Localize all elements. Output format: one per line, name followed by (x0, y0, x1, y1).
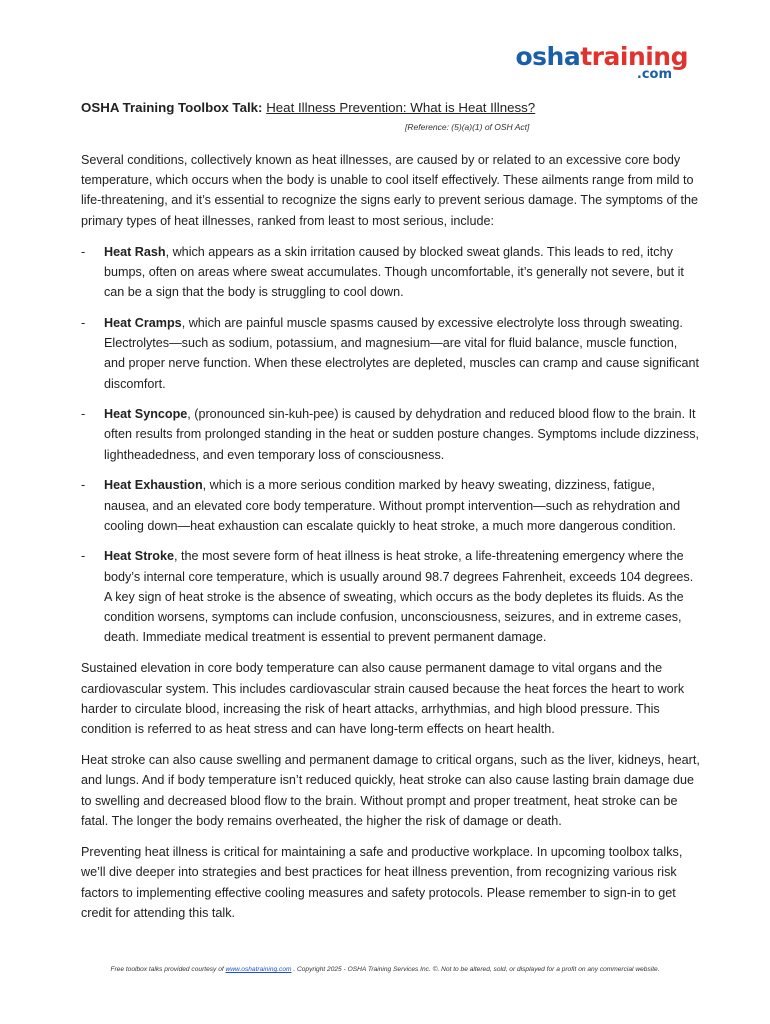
list-item-heat-stroke (81, 546, 701, 647)
list-item-heat-rash (81, 242, 701, 303)
description-heat-stroke: , the most severe form of heat illness is heat stroke, a life-threatening emergency where the body’s internal core temperature, which is usually around 98.7 degrees Fahrenheit, exceeds 104 degrees. A key sign of heat stroke is the absence of sweating, which occurs as the body depletes its fluids. As the condition worsens, symptoms can include confusion, unconsciousness, seizures, and in extreme cases, death. Immediate medical treatment is essential to prevent permanent damage. (104, 549, 694, 645)
list-item-heat-syncope (81, 404, 701, 465)
prevention-paragraph: Preventing heat illness is critical for maintaining a safe and productive workplace. In upcoming toolbox talks, we’ll dive deeper into strategies and best practices for heat illness prevention, from recognizing various risk factors to implementing effective cooling measures and safety protocols. Please remember to sign-in to get credit for attending this talk. (81, 845, 683, 920)
title-prefix: OSHA Training Toolbox Talk: (81, 100, 263, 115)
logo-training-text: training (580, 42, 688, 71)
reference-note: [Reference: (5)(a)(1) of OSH Act] (405, 122, 530, 132)
list-dash: - (81, 478, 86, 493)
logo-wordmark (515, 44, 688, 69)
description-heat-exhaustion: , which is a more serious condition marked by heavy sweating, dizziness, fatigue, nausea, and an elevated core body temperature. Without prompt intervention—such as rehydration and cooling down—heat exhaustion can escalate quickly to heat stroke, a much more dangerous condition. (104, 478, 681, 533)
list-item-heat-exhaustion (81, 475, 701, 536)
cardiovascular-paragraph: Sustained elevation in core body temperature can also cause permanent damage to vital organs and the cardiovascular system. This includes cardiovascular strain caused because the heat forces the heart to work harder to circulate blood, increasing the risk of heart attacks, arrhythmias, and high blood pressure. This condition is referred to as heat stress and can have long-term effects on heart health. (81, 661, 685, 737)
footer-note (0, 966, 770, 973)
term-heat-syncope: Heat Syncope (104, 407, 188, 422)
page-title (81, 100, 535, 115)
logo-com-text: .com (636, 67, 672, 82)
intro-paragraph: Several conditions, collectively known as heat illnesses, are caused by or related to an excessive core body temperature, which occurs when the body is unable to cool itself effectively. These ailments range from mild to life-threatening, and it’s essential to recognize the signs early to prevent serious damage. The symptoms of the primary types of heat illnesses, ranked from least to most serious, include: (81, 153, 698, 228)
logo-osha-text: osha (515, 42, 581, 71)
term-heat-rash: Heat Rash (104, 244, 166, 259)
footer-prefix: Free toolbox talks provided courtesy of (110, 966, 226, 973)
organ-damage-paragraph: Heat stroke can also cause swelling and permanent damage to critical organs, such as the liver, kidneys, heart, and lungs. And if body temperature isn’t reduced quickly, heat stroke can also cause lasting brain damage due to swelling and decreased blood flow to the brain. Without prompt and proper treatment, heat stroke can be fatal. The longer the body remains overheated, the higher the risk of damage or death. (81, 753, 700, 828)
heat-illness-list (81, 242, 701, 648)
term-heat-stroke: Heat Stroke (104, 549, 174, 564)
oshatraining-logo[interactable] (515, 44, 688, 81)
description-heat-rash: , which appears as a skin irritation caused by blocked sweat glands. This leads to red, itchy bumps, often on areas where sweat accumulates. Though uncomfortable, it’s generally not severe, but it can be a sign that the body is struggling to cool down. (104, 244, 684, 300)
list-item-heat-cramps (81, 313, 701, 394)
title-topic: Heat Illness Prevention: What is Heat Illness? (266, 100, 536, 115)
list-dash: - (81, 315, 86, 330)
description-heat-syncope: , (pronounced sin-kuh-pee) is caused by dehydration and reduced blood flow to the brain. It often results from prolonged standing in the heat or sudden posture changes. Symptoms include dizziness, lightheadedness, and even temporary loss of consciousness. (104, 407, 700, 462)
list-dash: - (81, 244, 86, 259)
document-body (81, 150, 701, 934)
term-heat-exhaustion: Heat Exhaustion (104, 478, 203, 493)
list-dash: - (81, 549, 86, 564)
footer-suffix: . Copyright 2025 - OSHA Training Services Inc. ©. Not to be altered, sold, or displayed for a profit on any commercial website. (291, 966, 660, 973)
footer-link[interactable]: www.oshatraining.com (225, 966, 292, 973)
list-dash: - (81, 407, 86, 422)
description-heat-cramps: , which are painful muscle spasms caused by excessive electrolyte loss through sweating. Electrolytes—such as sodium, potassium, and magnesium—are vital for fluid balance, muscle function, and proper nerve function. When these electrolytes are depleted, muscles can cramp and cause significant discomfort. (104, 315, 700, 391)
term-heat-cramps: Heat Cramps (104, 315, 182, 330)
